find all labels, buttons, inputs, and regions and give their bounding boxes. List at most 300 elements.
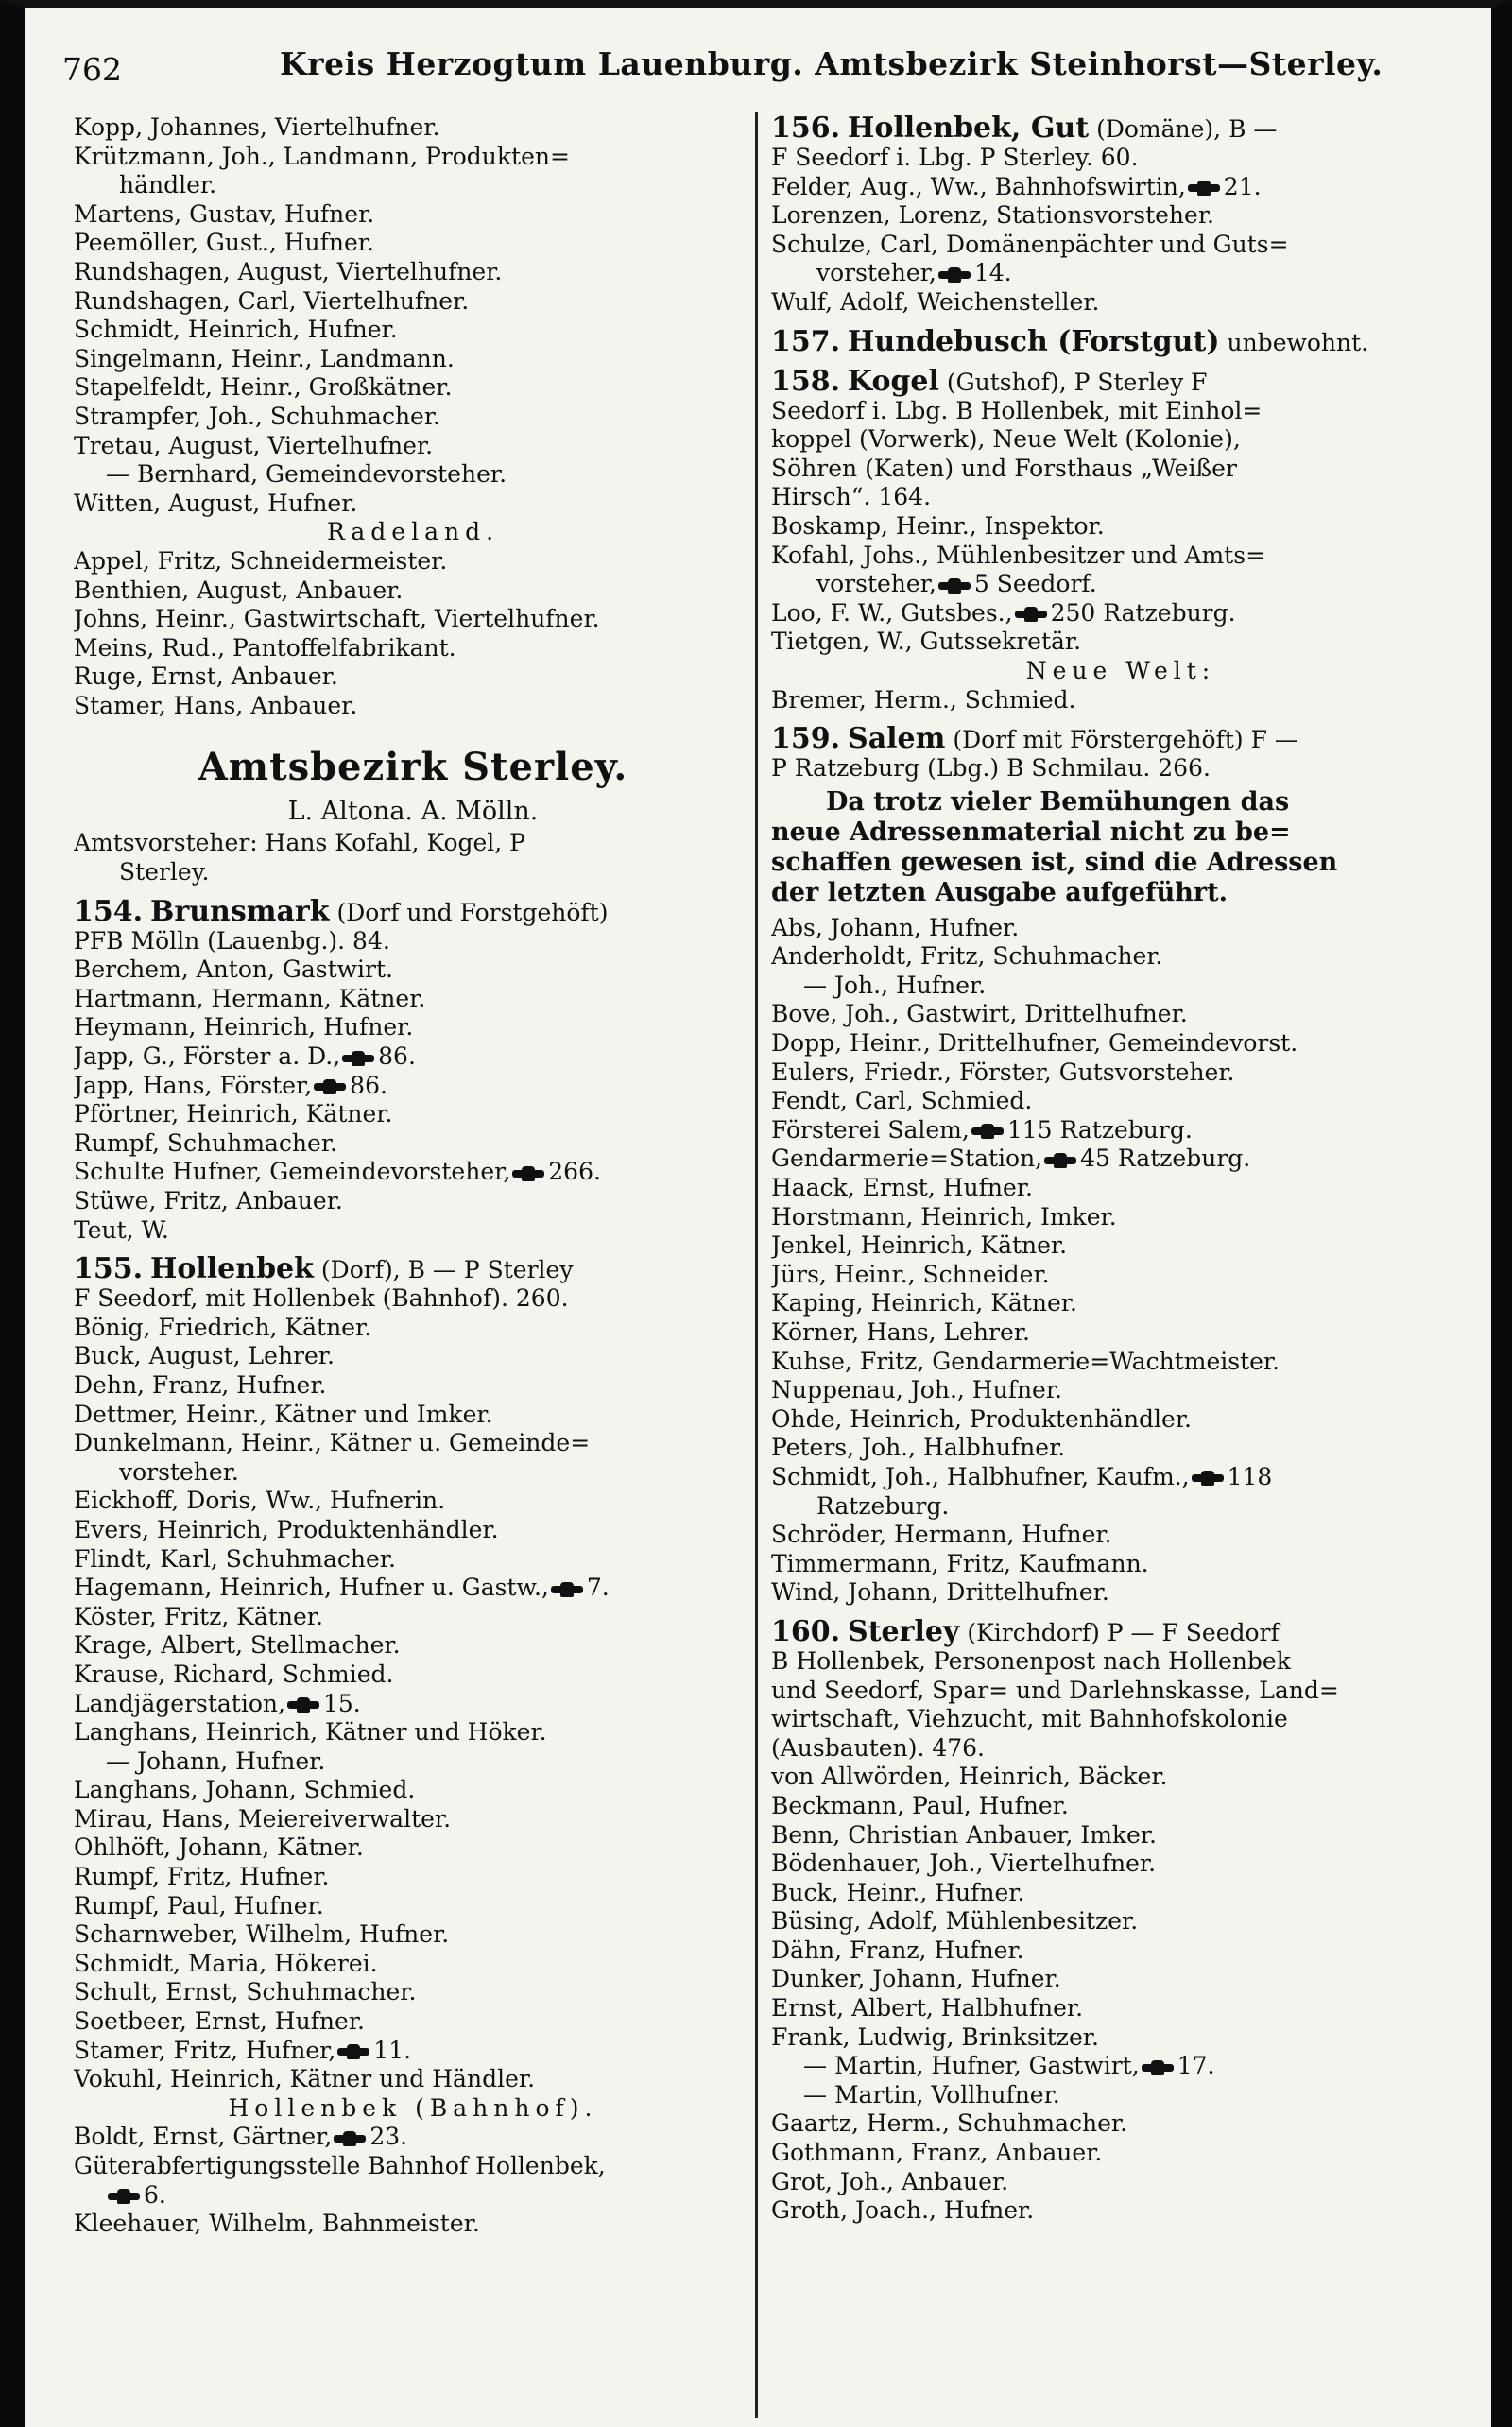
- entry-line: [74, 2123, 752, 2152]
- entry-line: [74, 1631, 752, 1661]
- telephone-number: 14.: [973, 259, 1012, 287]
- entry-line: [74, 200, 752, 230]
- entry-text: Japp, G., Förster a. D.,: [74, 1042, 341, 1071]
- place-name: Hollenbek, Gut: [848, 112, 1090, 145]
- telephone-number: 86.: [350, 1071, 387, 1099]
- telephone-icon: [938, 580, 971, 592]
- entry-text: Dettmer, Heinr., Kätner und Imker.: [74, 1400, 493, 1428]
- left-column: [74, 113, 752, 2239]
- telephone-number: 15.: [322, 1689, 361, 1717]
- entry-line: [74, 1013, 752, 1042]
- entry-line: [74, 2065, 752, 2094]
- place-name: Brunsmark: [150, 894, 330, 928]
- place-entry-heading: [74, 894, 752, 928]
- place-description: unbewohnt.: [1227, 328, 1369, 356]
- place-description: (Dorf), B — P Sterley: [320, 1256, 574, 1284]
- entry-line: [771, 2052, 1470, 2081]
- entry-text: Soetbeer, Ernst, Hufner.: [74, 2007, 365, 2036]
- entry-line: [771, 1463, 1470, 1492]
- entry-line: [771, 1405, 1470, 1435]
- entry-line: [74, 1187, 752, 1216]
- entry-text: Wind, Johann, Drittelhufner.: [771, 1578, 1109, 1607]
- telephone-icon: [334, 2133, 366, 2144]
- entry-text: Hagemann, Heinrich, Hufner u. Gastw.,: [74, 1574, 549, 1602]
- entry-text: Ohde, Heinrich, Produktenhändler.: [771, 1404, 1192, 1433]
- entry-text: Dopp, Heinr., Drittelhufner, Gemeindevorst.: [771, 1029, 1298, 1058]
- entry-line: [771, 483, 1470, 512]
- entry-line: [771, 1376, 1470, 1405]
- entry-text: Schulte Hufner, Gemeindevorsteher,: [74, 1158, 511, 1186]
- entry-line: [74, 1920, 752, 1950]
- entry-text: Loo, F. W., Gutsbes.,: [771, 598, 1013, 627]
- telephone-icon: [337, 2046, 369, 2057]
- entry-text: händler.: [119, 171, 217, 199]
- entry-line: [74, 345, 752, 374]
- telephone-icon: [971, 1126, 1004, 1137]
- notice-text: [771, 787, 1470, 908]
- entry-line: [74, 1978, 752, 2007]
- entry-text: Berchem, Anton, Gastwirt.: [74, 955, 393, 984]
- entry-line: [74, 577, 752, 606]
- entry-text: Rumpf, Fritz, Hufner.: [74, 1863, 330, 1891]
- telephone-icon: [108, 2191, 140, 2202]
- place-name: Hundebusch (Forstgut): [848, 324, 1220, 358]
- entry-text: Langhans, Heinrich, Kätner und Höker.: [74, 1718, 547, 1747]
- entry-number: 159.: [771, 722, 841, 756]
- entry-number: 156.: [771, 112, 841, 145]
- entry-text: — Johann, Hufner.: [106, 1747, 326, 1775]
- entry-text: Sterley.: [119, 858, 210, 886]
- place-description: (Gutshof), P Sterley F: [946, 368, 1208, 396]
- telephone-number: 115 Ratzeburg.: [1006, 1115, 1193, 1144]
- entry-line: [771, 397, 1470, 426]
- entry-line: [74, 1458, 752, 1488]
- entry-line: [771, 201, 1470, 231]
- entry-text: — Martin, Vollhufner.: [803, 2080, 1060, 2109]
- entry-text: Evers, Heinrich, Produktenhändler.: [74, 1515, 499, 1543]
- locality-heading: Radeland.: [326, 518, 500, 546]
- entry-text: Johns, Heinr., Gastwirtschaft, Viertelhufner.: [74, 605, 600, 633]
- telephone-number: 5 Seedorf.: [973, 570, 1097, 598]
- entry-text: Boldt, Ernst, Gärtner,: [74, 2123, 333, 2151]
- entry-text: Nuppenau, Joh., Hufner.: [771, 1376, 1062, 1404]
- place-description: (Dorf und Forstgehöft): [336, 898, 609, 926]
- entry-line: [771, 686, 1470, 715]
- entry-line: [74, 1603, 752, 1632]
- entry-line: [771, 972, 1470, 1001]
- telephone-number: 23.: [369, 2123, 408, 2151]
- entry-text: Timmermann, Fritz, Kaufmann.: [771, 1549, 1149, 1577]
- place-entry-heading: [771, 724, 1470, 754]
- entry-line: [771, 1116, 1470, 1145]
- entry-line: [74, 547, 752, 577]
- entry-text: Stamer, Hans, Anbauer.: [74, 691, 358, 719]
- entry-line: [74, 634, 752, 663]
- entry-text: Lorenzen, Lorenz, Stationsvorsteher.: [771, 201, 1214, 230]
- entry-line: [771, 512, 1470, 542]
- entry-line: [74, 1158, 752, 1187]
- entry-text: Flindt, Karl, Schuhmacher.: [74, 1544, 396, 1573]
- entry-text: Rundshagen, August, Viertelhufner.: [74, 257, 503, 285]
- telephone-icon: [512, 1168, 544, 1179]
- entry-text: Schult, Ernst, Schuhmacher.: [74, 1978, 417, 2006]
- entry-line: [771, 1261, 1470, 1290]
- entry-text: Eickhoff, Doris, Ww., Hufnerin.: [74, 1487, 446, 1515]
- entry-line: [771, 1029, 1470, 1059]
- telephone-number: 7.: [586, 1574, 610, 1602]
- entry-text: Ohlhöft, Johann, Kätner.: [74, 1833, 364, 1862]
- entry-line: [771, 1647, 1470, 1677]
- entry-text: Dunker, Johann, Hufner.: [771, 1965, 1061, 1993]
- entry-line: [771, 1936, 1470, 1966]
- entry-line: [74, 1950, 752, 1979]
- place-entry-heading: [771, 1614, 1470, 1648]
- entry-text: Büsing, Adolf, Mühlenbesitzer.: [771, 1907, 1139, 1936]
- entry-line: [771, 2168, 1470, 2197]
- telephone-number: 86.: [378, 1042, 416, 1071]
- entry-text: Felder, Aug., Ww., Bahnhofswirtin,: [771, 172, 1186, 200]
- entry-text: Eulers, Friedr., Förster, Gutsvorsteher.: [771, 1058, 1235, 1086]
- entry-text: Horstmann, Heinrich, Imker.: [771, 1202, 1117, 1231]
- entry-line: [771, 1348, 1470, 1377]
- entry-text: Jürs, Heinr., Schneider.: [771, 1260, 1050, 1288]
- entry-number: 158.: [771, 364, 841, 398]
- entry-line: [74, 143, 752, 172]
- district-title: Amtsbezirk Sterley.: [198, 745, 628, 790]
- entry-line: [771, 288, 1470, 318]
- entry-line: [771, 1879, 1470, 1908]
- entry-line: [74, 1892, 752, 1921]
- entry-line: [74, 605, 752, 634]
- entry-line: [771, 259, 1470, 288]
- entry-line: [771, 1059, 1470, 1088]
- entry-line: [771, 1434, 1470, 1463]
- entry-text: Schmidt, Joh., Halbhufner, Kaufm.,: [771, 1462, 1190, 1490]
- entry-text: Gaartz, Herm., Schuhmacher.: [771, 2109, 1128, 2138]
- entry-text: Peters, Joh., Halbhufner.: [771, 1434, 1066, 1462]
- entry-text: Kleehauer, Wilhelm, Bahnmeister.: [74, 2210, 480, 2238]
- entry-line: [74, 985, 752, 1014]
- entry-line: [74, 2037, 752, 2066]
- entry-text: Rumpf, Paul, Hufner.: [74, 1891, 324, 1919]
- telephone-icon: [287, 1699, 319, 1711]
- place-name: Salem: [848, 722, 946, 756]
- entry-line: [771, 1289, 1470, 1318]
- entry-text: Krage, Albert, Stellmacher.: [74, 1631, 401, 1660]
- entry-line: [771, 2196, 1470, 2226]
- place-description: (Dorf mit Förstergehöft) F —: [953, 726, 1298, 754]
- entry-line: [74, 1429, 752, 1458]
- entry-text: vorsteher.: [119, 1457, 239, 1486]
- entry-text: wirtschaft, Viehzucht, mit Bahnhofskolonie: [771, 1705, 1288, 1733]
- entry-text: Krützmann, Joh., Landmann, Produkten=: [74, 142, 570, 170]
- entry-line: [74, 403, 752, 432]
- entry-text: Mirau, Hans, Meiereiverwalter.: [74, 1804, 452, 1833]
- entry-line: [771, 914, 1470, 943]
- place-entry-heading: [771, 364, 1470, 398]
- entry-text: Strampfer, Joh., Schuhmacher.: [74, 402, 440, 430]
- entry-line: [74, 1487, 752, 1516]
- entry-line: [74, 858, 752, 887]
- entry-text: Haack, Ernst, Hufner.: [771, 1174, 1033, 1202]
- entry-line: [771, 570, 1470, 599]
- entry-text: vorsteher,: [816, 259, 936, 287]
- entry-text: Tietgen, W., Gutssekretär.: [771, 628, 1082, 656]
- entry-line: [74, 1216, 752, 1246]
- entry-number: 154.: [74, 894, 144, 928]
- entry-text: Jenkel, Heinrich, Kätner.: [771, 1231, 1068, 1260]
- entry-text: Seedorf i. Lbg. B Hollenbek, mit Einhol=: [771, 396, 1263, 424]
- entry-text: Dunkelmann, Heinr., Kätner u. Gemeinde=: [74, 1429, 591, 1457]
- entry-line: [771, 1087, 1470, 1116]
- entry-text: Japp, Hans, Förster,: [74, 1071, 313, 1099]
- entry-text: Wulf, Adolf, Weichensteller.: [771, 287, 1100, 316]
- entry-line: [771, 1231, 1470, 1261]
- entry-line: [771, 1550, 1470, 1579]
- entry-text: Söhren (Katen) und Forsthaus „Weißer: [771, 454, 1237, 482]
- entry-text: Buck, August, Lehrer.: [74, 1342, 335, 1370]
- entry-line: [771, 1850, 1470, 1879]
- telephone-icon: [1044, 1155, 1076, 1166]
- entry-text: Stapelfeldt, Heinr., Großkätner.: [74, 373, 453, 402]
- telephone-icon: [551, 1584, 583, 1595]
- entry-text: Stüwe, Fritz, Anbauer.: [74, 1187, 343, 1214]
- entry-line: [771, 1174, 1470, 1203]
- entry-line: [771, 144, 1470, 173]
- entry-line: [771, 1792, 1470, 1821]
- entry-line: [771, 231, 1470, 260]
- entry-line: [74, 1516, 752, 1545]
- entry-line: [74, 490, 752, 519]
- entry-text: Ratzeburg.: [816, 1491, 950, 1520]
- entry-text: und Seedorf, Spar= und Darlehnskasse, Land=: [771, 1676, 1339, 1704]
- entry-line: [771, 1763, 1470, 1792]
- entry-text: Meins, Rud., Pantoffelfabrikant.: [74, 633, 456, 662]
- entry-line: [74, 692, 752, 721]
- entry-text: Rundshagen, Carl, Viertelhufner.: [74, 286, 470, 315]
- telephone-number: 118: [1227, 1462, 1273, 1490]
- entry-text: vorsteher,: [816, 570, 936, 598]
- entry-line: [74, 829, 752, 858]
- entry-line: [74, 287, 752, 317]
- entry-text: B Hollenbek, Personenpost nach Hollenbek: [771, 1646, 1291, 1675]
- entry-line: [74, 1661, 752, 1690]
- entry-text: Ruge, Ernst, Anbauer.: [74, 663, 338, 691]
- entry-text: Güterabfertigungsstelle Bahnhof Hollenbek,: [74, 2152, 606, 2179]
- entry-text: Schulze, Carl, Domänenpächter und Guts=: [771, 230, 1289, 258]
- entry-text: Tretau, August, Viertelhufner.: [74, 431, 434, 459]
- telephone-number: 21.: [1223, 172, 1262, 200]
- entry-text: Teut, W.: [74, 1215, 169, 1244]
- entry-text: von Allwörden, Heinrich, Bäcker.: [771, 1763, 1168, 1791]
- entry-line: [771, 1994, 1470, 2023]
- entry-text: Schröder, Hermann, Hufner.: [771, 1521, 1112, 1549]
- entry-text: F Seedorf, mit Hollenbek (Bahnhof). 260.: [74, 1284, 569, 1313]
- entry-line: [74, 1690, 752, 1719]
- entry-text: Appel, Fritz, Schneidermeister.: [74, 546, 448, 575]
- entry-line: [74, 1574, 752, 1603]
- entry-text: Benn, Christian Anbauer, Imker.: [771, 1820, 1157, 1849]
- notice-line: schaffen gewesen ist, sind die Adressen: [771, 847, 1338, 877]
- entry-text: Grot, Joh., Anbauer.: [771, 2167, 1009, 2195]
- entry-text: Frank, Ludwig, Brinksitzer.: [771, 2022, 1099, 2051]
- entry-text: Vokuhl, Heinrich, Kätner und Händler.: [74, 2065, 536, 2093]
- telephone-number: 17.: [1177, 2052, 1215, 2080]
- entry-text: Anderholdt, Fritz, Schuhmacher.: [771, 942, 1163, 971]
- entry-number: 155.: [74, 1252, 144, 1286]
- entry-text: PFB Mölln (Lauenbg.). 84.: [74, 926, 390, 955]
- entry-line: [771, 2109, 1470, 2139]
- locality-heading: Hollenbek (Bahnhof).: [228, 2093, 598, 2122]
- entry-text: Kofahl, Johs., Mühlenbesitzer und Amts=: [771, 541, 1266, 569]
- entry-text: Singelmann, Heinr., Landmann.: [74, 344, 455, 372]
- entry-line: [771, 542, 1470, 571]
- entry-text: Fendt, Carl, Schmied.: [771, 1087, 1033, 1115]
- entry-text: Pförtner, Heinrich, Kätner.: [74, 1100, 393, 1128]
- entry-line: [74, 1042, 752, 1072]
- entry-text: Gothmann, Franz, Anbauer.: [771, 2139, 1103, 2167]
- entry-line: [771, 1521, 1470, 1550]
- entry-line: [771, 1492, 1470, 1522]
- entry-text: Krause, Richard, Schmied.: [74, 1660, 394, 1688]
- entry-line: [771, 1965, 1470, 1994]
- district-subtitle: L. Altona. A. Mölln.: [287, 797, 539, 827]
- locality-heading: Neue Welt:: [1025, 656, 1216, 684]
- entry-line: [74, 1545, 752, 1575]
- entry-text: Rumpf, Schuhmacher.: [74, 1128, 337, 1157]
- entry-line: [771, 1318, 1470, 1348]
- entry-text: — Bernhard, Gemeindevorsteher.: [106, 460, 507, 489]
- entry-text: Hirsch“. 164.: [771, 483, 932, 511]
- entry-text: — Joh., Hufner.: [803, 971, 987, 999]
- telephone-number: 11.: [373, 2036, 412, 2064]
- entry-line: [771, 1203, 1470, 1232]
- place-entry-heading: [771, 324, 1470, 358]
- entry-text: Dehn, Franz, Hufner.: [74, 1370, 327, 1399]
- entry-text: P Ratzeburg (Lbg.) B Schmilau. 266.: [771, 754, 1211, 783]
- entry-text: Köster, Fritz, Kätner.: [74, 1602, 323, 1630]
- entry-text: Dähn, Franz, Hufner.: [771, 1936, 1024, 1964]
- notice-line: Da trotz vieler Bemühungen das: [826, 786, 1290, 817]
- entry-line: [74, 460, 752, 490]
- entry-line: [771, 628, 1470, 657]
- entry-text: Witten, August, Hufner.: [74, 489, 358, 517]
- entry-line: [771, 1705, 1470, 1734]
- entry-text: Beckmann, Paul, Hufner.: [771, 1791, 1069, 1819]
- entry-line: [74, 1747, 752, 1777]
- entry-text: Abs, Johann, Hufner.: [771, 913, 1020, 941]
- page-number: 762: [62, 51, 122, 88]
- entry-text: Buck, Heinr., Hufner.: [771, 1878, 1025, 1906]
- entry-line: [771, 1734, 1470, 1764]
- entry-line: [771, 754, 1470, 783]
- entry-number: 157.: [771, 324, 841, 358]
- entry-text: Bödenhauer, Joh., Viertelhufner.: [771, 1850, 1157, 1878]
- entry-line: [771, 2023, 1470, 2053]
- entry-line: [771, 425, 1470, 455]
- telephone-number: 6.: [144, 2180, 166, 2209]
- entry-text: Stamer, Fritz, Hufner,: [74, 2036, 336, 2064]
- telephone-icon: [314, 1081, 346, 1093]
- entry-line: [74, 1863, 752, 1892]
- entry-number: 160.: [771, 1614, 841, 1648]
- entry-line: [74, 2210, 752, 2239]
- notice-line: neue Adressenmaterial nicht zu be=: [771, 817, 1291, 847]
- telephone-icon: [1192, 1472, 1224, 1484]
- entry-line: [74, 2007, 752, 2037]
- entry-line: [74, 1314, 752, 1343]
- entry-line: [771, 2081, 1470, 2110]
- entry-text: Heymann, Heinrich, Hufner.: [74, 1013, 414, 1041]
- place-entry-heading: [771, 113, 1470, 144]
- entry-line: [74, 927, 752, 956]
- entry-line: [74, 373, 752, 403]
- entry-line: [74, 113, 752, 143]
- entry-text: — Martin, Hufner, Gastwirt,: [803, 2052, 1140, 2080]
- entry-text: Bremer, Herm., Schmied.: [771, 685, 1076, 714]
- telephone-number: 266.: [548, 1158, 601, 1186]
- right-column: [771, 113, 1470, 2226]
- telephone-icon: [1015, 609, 1047, 620]
- entry-line: [771, 1145, 1470, 1174]
- notice-line: der letzten Ausgabe aufgeführt.: [771, 877, 1228, 907]
- entry-text: Bönig, Friedrich, Kätner.: [74, 1313, 372, 1341]
- place-name: Hollenbek: [150, 1252, 314, 1286]
- entry-text: Gendarmerie=Station,: [771, 1145, 1043, 1173]
- entry-text: Försterei Salem,: [771, 1115, 970, 1144]
- entry-text: Groth, Joach., Hufner.: [771, 2196, 1035, 2225]
- entry-line: [771, 455, 1470, 484]
- entry-line: [74, 1718, 752, 1747]
- entry-line: [771, 942, 1470, 972]
- entry-line: [74, 1371, 752, 1401]
- entry-line: [74, 1776, 752, 1805]
- column-divider: [755, 112, 758, 2418]
- entry-line: [74, 316, 752, 345]
- entry-line: [771, 1907, 1470, 1936]
- entry-line: [74, 1342, 752, 1371]
- entry-line: [771, 2139, 1470, 2168]
- entry-text: Boskamp, Heinr., Inspektor.: [771, 511, 1105, 540]
- entry-line: [771, 173, 1470, 202]
- page-title: Kreis Herzogtum Lauenburg. Amtsbezirk Steinhorst—Sterley.: [280, 45, 1383, 82]
- entry-text: Benthien, August, Anbauer.: [74, 576, 404, 604]
- entry-text: Ernst, Albert, Halbhufner.: [771, 1994, 1084, 2022]
- telephone-number: 45 Ratzeburg.: [1080, 1145, 1251, 1173]
- entry-text: Peemöller, Gust., Hufner.: [74, 229, 374, 257]
- entry-text: Schmidt, Heinrich, Hufner.: [74, 316, 398, 344]
- entry-line: [74, 171, 752, 200]
- entry-line: [74, 1833, 752, 1863]
- entry-text: Langhans, Johann, Schmied.: [74, 1776, 416, 1804]
- entry-line: [74, 258, 752, 287]
- entry-text: Landjägerstation,: [74, 1689, 285, 1717]
- place-name: Sterley: [848, 1614, 960, 1648]
- entry-text: Bove, Joh., Gastwirt, Drittelhufner.: [771, 1000, 1188, 1028]
- entry-text: koppel (Vorwerk), Neue Welt (Kolonie),: [771, 425, 1241, 454]
- entry-line: [74, 663, 752, 692]
- entry-text: Martens, Gustav, Hufner.: [74, 199, 375, 228]
- place-name: Kogel: [848, 364, 939, 398]
- entry-line: [771, 1677, 1470, 1706]
- telephone-number: 250 Ratzeburg.: [1050, 598, 1236, 627]
- place-description: (Domäne), B —: [1096, 115, 1278, 143]
- entry-text: Amtsvorsteher: Hans Kofahl, Kogel, P: [74, 829, 526, 857]
- entry-text: Scharnweber, Wilhelm, Hufner.: [74, 1920, 450, 1949]
- entry-text: (Ausbauten). 476.: [771, 1733, 986, 1762]
- telephone-icon: [1142, 2062, 1174, 2074]
- telephone-icon: [342, 1053, 374, 1064]
